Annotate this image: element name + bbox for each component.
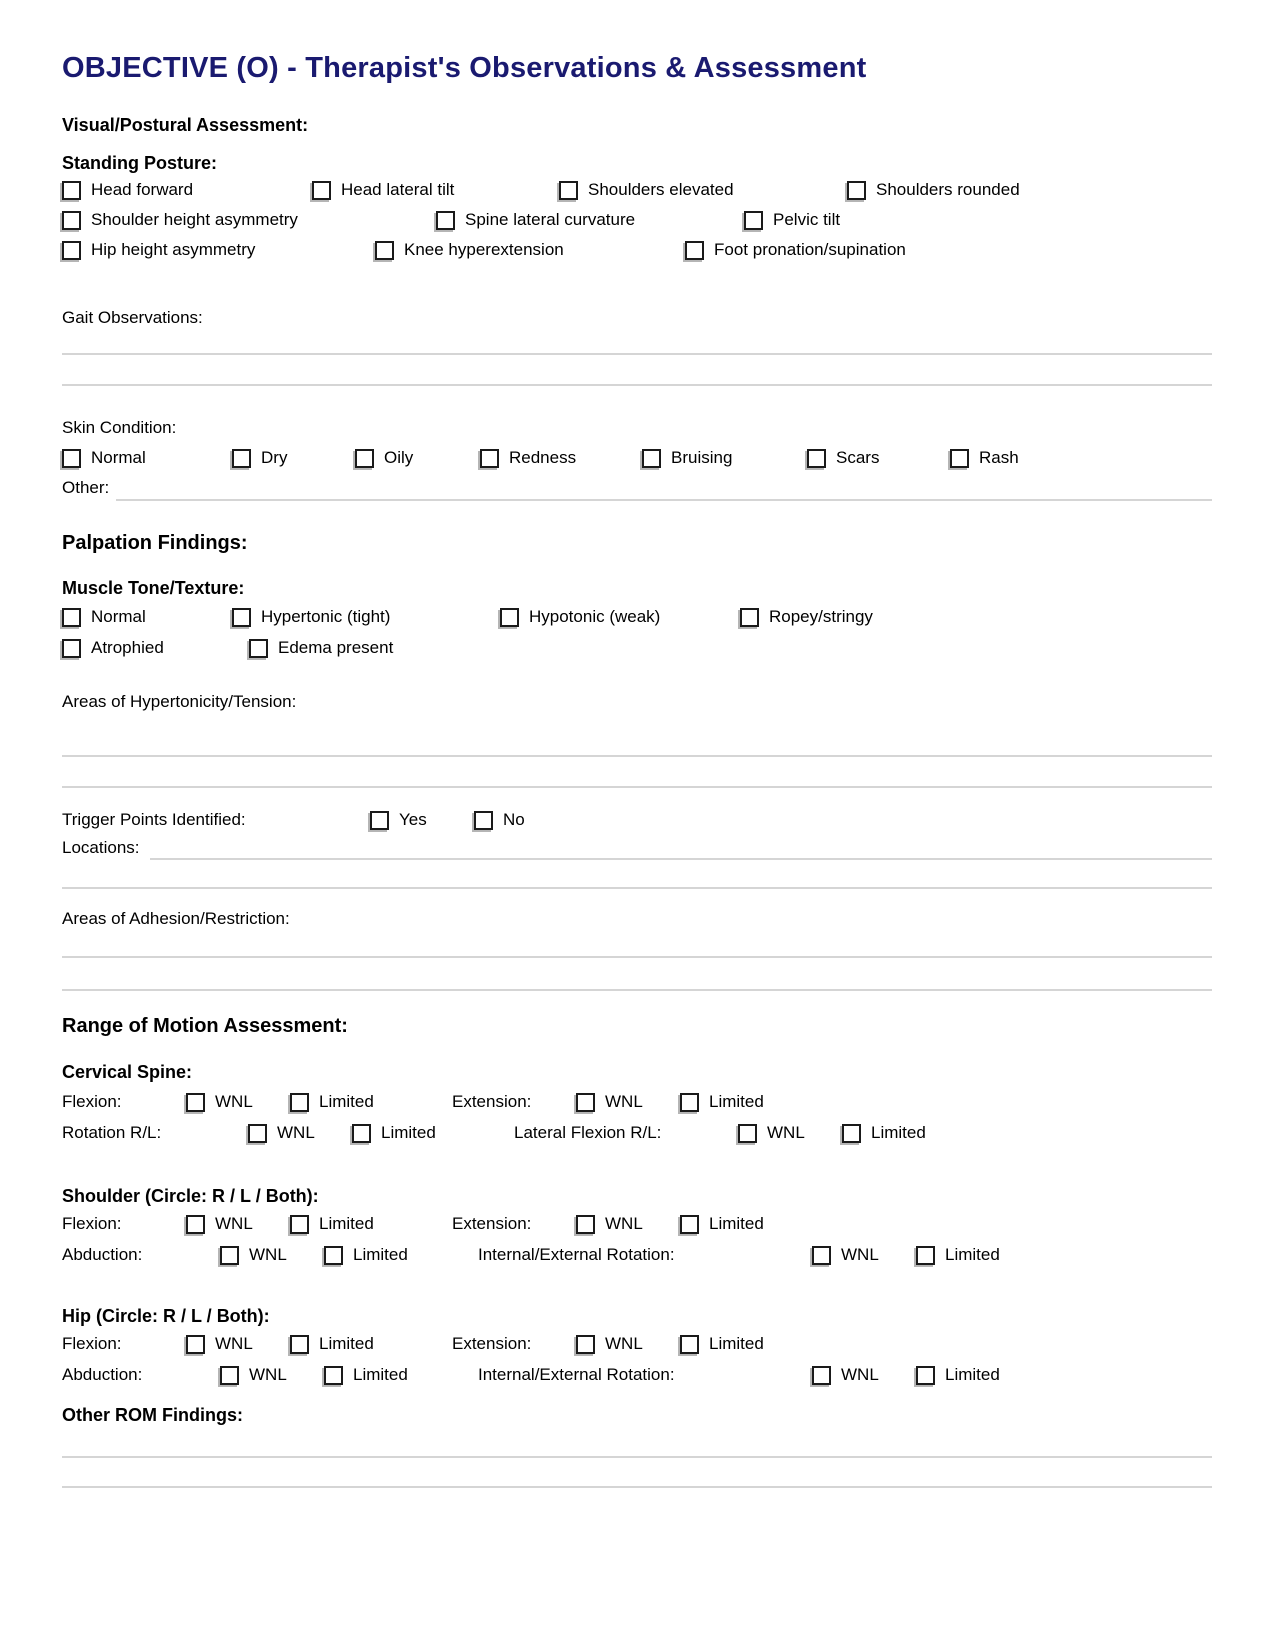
checkbox-label: Limited [319, 1214, 374, 1233]
checkbox-shoulders-elevated[interactable] [559, 181, 578, 200]
checkbox-hypotonic-weak[interactable] [500, 608, 519, 627]
cervical-flexion-row [62, 1090, 1212, 1114]
checkbox-option-ropey-stringy [740, 605, 873, 629]
checkbox-limited[interactable] [290, 1093, 309, 1112]
checkbox-wnl[interactable] [576, 1215, 595, 1234]
checkbox-label: Limited [381, 1123, 436, 1142]
checkbox-option-limited [916, 1243, 1000, 1267]
checkbox-foot-pronation-supination[interactable] [685, 241, 704, 260]
checkbox-option-redness [480, 446, 576, 470]
checkbox-option-wnl [186, 1332, 253, 1356]
checkbox-normal[interactable] [62, 449, 81, 468]
checkbox-label: Dry [261, 448, 288, 467]
checkbox-option-foot-pronation-supination [685, 238, 906, 262]
fill-in-line [62, 956, 1212, 958]
checkbox-limited[interactable] [290, 1335, 309, 1354]
checkbox-option-wnl [248, 1121, 315, 1145]
checkbox-option-limited [290, 1332, 374, 1356]
checkbox-rash[interactable] [950, 449, 969, 468]
checkbox-wnl[interactable] [248, 1124, 267, 1143]
checkbox-option-wnl [220, 1363, 287, 1387]
inline-label-flexion: Flexion: [62, 1334, 122, 1353]
checkbox-option-limited [916, 1363, 1000, 1387]
checkbox-label: WNL [249, 1365, 287, 1384]
checkbox-label: Hypertonic (tight) [261, 607, 391, 626]
inline-label-flexion: Flexion: [62, 1092, 122, 1111]
checkbox-redness[interactable] [480, 449, 499, 468]
checkbox-atrophied[interactable] [62, 639, 81, 658]
checkbox-option-wnl [220, 1243, 287, 1267]
skin-condition-label: Skin Condition: [62, 418, 177, 437]
checkbox-bruising[interactable] [642, 449, 661, 468]
checkbox-edema-present[interactable] [249, 639, 268, 658]
checkbox-label: Limited [945, 1245, 1000, 1264]
checkbox-label: Limited [709, 1092, 764, 1111]
page-title: OBJECTIVE (O) - Therapist's Observations & Assessment [62, 52, 867, 84]
inline-label-internal-external-rotation: Internal/External Rotation: [478, 1245, 675, 1264]
cervical-spine-heading: Cervical Spine: [62, 1062, 193, 1082]
inline-label-abduction: Abduction: [62, 1365, 143, 1384]
checkbox-limited[interactable] [352, 1124, 371, 1143]
checkbox-option-oily [355, 446, 413, 470]
checkbox-label: Bruising [671, 448, 733, 467]
cervical-rotation-row [62, 1121, 1212, 1145]
gait-observations-label: Gait Observations: [62, 308, 203, 327]
checkbox-option-scars [807, 446, 879, 470]
checkbox-label: Scars [836, 448, 880, 467]
checkbox-dry[interactable] [232, 449, 251, 468]
checkbox-limited[interactable] [680, 1215, 699, 1234]
checkbox-option-normal [62, 446, 146, 470]
checkbox-label: Knee hyperextension [404, 240, 564, 259]
fill-in-line [116, 499, 1212, 501]
checkbox-option-limited [290, 1212, 374, 1236]
checkbox-yes[interactable] [370, 811, 389, 830]
inline-label-lateral-flexion-r-l: Lateral Flexion R/L: [514, 1123, 662, 1142]
shoulder-flexion-row [62, 1212, 1212, 1236]
checkbox-label: WNL [605, 1334, 643, 1353]
adhesion-label: Areas of Adhesion/Restriction: [62, 909, 290, 928]
checkbox-label: Atrophied [91, 638, 164, 657]
standing-posture-row-3 [62, 238, 1212, 262]
checkbox-option-edema-present [249, 636, 393, 660]
checkbox-label: WNL [249, 1245, 287, 1264]
inline-label-extension: Extension: [452, 1334, 532, 1353]
checkbox-head-lateral-tilt[interactable] [312, 181, 331, 200]
rom-heading: Range of Motion Assessment: [62, 1015, 348, 1037]
checkbox-option-dry [232, 446, 287, 470]
inline-label-rotation-r-l: Rotation R/L: [62, 1123, 162, 1142]
checkbox-oily[interactable] [355, 449, 374, 468]
checkbox-label: Head forward [91, 180, 194, 199]
checkbox-option-head-forward [62, 178, 193, 202]
locations-label: Locations: [62, 838, 140, 857]
checkbox-option-atrophied [62, 636, 164, 660]
checkbox-option-limited [324, 1363, 408, 1387]
checkbox-wnl[interactable] [576, 1335, 595, 1354]
checkbox-limited[interactable] [324, 1246, 343, 1265]
checkbox-label: WNL [215, 1092, 253, 1111]
checkbox-label: Yes [399, 810, 427, 829]
fill-in-line [62, 755, 1212, 757]
checkbox-pelvic-tilt[interactable] [744, 211, 763, 230]
checkbox-option-hypertonic-tight [232, 605, 390, 629]
checkbox-option-wnl [186, 1090, 253, 1114]
muscle-tone-row-1 [62, 605, 1212, 629]
checkbox-option-wnl [738, 1121, 805, 1145]
checkbox-label: Limited [319, 1092, 374, 1111]
checkbox-option-limited [324, 1243, 408, 1267]
inline-label-trigger-points-identified: Trigger Points Identified: [62, 810, 246, 829]
shoulder-abduction-row [62, 1243, 1212, 1267]
muscle-tone-row-2 [62, 636, 1212, 660]
hip-abduction-row [62, 1363, 1212, 1387]
checkbox-label: Rash [979, 448, 1019, 467]
checkbox-label: Shoulder height asymmetry [91, 210, 298, 229]
fill-in-line [150, 858, 1212, 860]
checkbox-label: No [503, 810, 525, 829]
checkbox-wnl[interactable] [812, 1246, 831, 1265]
checkbox-label: Shoulders rounded [876, 180, 1020, 199]
checkbox-option-limited [680, 1332, 764, 1356]
checkbox-wnl[interactable] [812, 1366, 831, 1385]
checkbox-option-shoulders-rounded [847, 178, 1020, 202]
checkbox-label: Shoulders elevated [588, 180, 734, 199]
palpation-heading: Palpation Findings: [62, 532, 248, 554]
checkbox-option-shoulder-height-asymmetry [62, 208, 298, 232]
checkbox-label: WNL [215, 1214, 253, 1233]
fill-in-line [62, 786, 1212, 788]
standing-posture-row-2 [62, 208, 1212, 232]
other-rom-heading: Other ROM Findings: [62, 1405, 243, 1425]
standing-posture-heading: Standing Posture: [62, 153, 218, 173]
checkbox-option-wnl [812, 1363, 879, 1387]
checkbox-wnl[interactable] [186, 1093, 205, 1112]
checkbox-label: Limited [319, 1334, 374, 1353]
fill-in-line [62, 1486, 1212, 1488]
checkbox-head-forward[interactable] [62, 181, 81, 200]
checkbox-option-wnl [576, 1212, 643, 1236]
fill-in-line [62, 1456, 1212, 1458]
checkbox-option-wnl [576, 1332, 643, 1356]
checkbox-option-bruising [642, 446, 732, 470]
inline-label-flexion: Flexion: [62, 1214, 122, 1233]
checkbox-limited[interactable] [680, 1093, 699, 1112]
checkbox-label: Redness [509, 448, 577, 467]
checkbox-option-spine-lateral-curvature [436, 208, 635, 232]
checkbox-limited[interactable] [916, 1246, 935, 1265]
checkbox-normal[interactable] [62, 608, 81, 627]
checkbox-label: WNL [215, 1334, 253, 1353]
checkbox-option-knee-hyperextension [375, 238, 564, 262]
muscle-tone-heading: Muscle Tone/Texture: [62, 578, 245, 598]
hypertonicity-label: Areas of Hypertonicity/Tension: [62, 692, 297, 711]
checkbox-label: Limited [353, 1365, 408, 1384]
checkbox-label: Limited [353, 1245, 408, 1264]
checkbox-knee-hyperextension[interactable] [375, 241, 394, 260]
checkbox-limited[interactable] [290, 1215, 309, 1234]
checkbox-option-yes [370, 808, 427, 832]
fill-in-line [62, 887, 1212, 889]
checkbox-option-shoulders-elevated [559, 178, 734, 202]
checkbox-label: WNL [767, 1123, 805, 1142]
checkbox-wnl[interactable] [186, 1335, 205, 1354]
standing-posture-row-1 [62, 178, 1212, 202]
visual-postural-heading: Visual/Postural Assessment: [62, 115, 309, 135]
checkbox-label: Hypotonic (weak) [529, 607, 661, 626]
inline-label-extension: Extension: [452, 1092, 532, 1111]
checkbox-label: Pelvic tilt [773, 210, 841, 229]
fill-in-line [62, 989, 1212, 991]
checkbox-wnl[interactable] [738, 1124, 757, 1143]
checkbox-no[interactable] [474, 811, 493, 830]
checkbox-limited[interactable] [324, 1366, 343, 1385]
checkbox-label: Foot pronation/supination [714, 240, 906, 259]
checkbox-option-wnl [812, 1243, 879, 1267]
checkbox-label: Limited [709, 1334, 764, 1353]
checkbox-option-pelvic-tilt [744, 208, 840, 232]
checkbox-label: Limited [709, 1214, 764, 1233]
checkbox-label: Hip height asymmetry [91, 240, 256, 259]
checkbox-option-limited [290, 1090, 374, 1114]
checkbox-label: Spine lateral curvature [465, 210, 636, 229]
checkbox-limited[interactable] [916, 1366, 935, 1385]
checkbox-wnl[interactable] [576, 1093, 595, 1112]
checkbox-spine-lateral-curvature[interactable] [436, 211, 455, 230]
inline-label-internal-external-rotation: Internal/External Rotation: [478, 1365, 675, 1384]
skin-other-label: Other: [62, 478, 110, 497]
checkbox-option-hip-height-asymmetry [62, 238, 255, 262]
checkbox-ropey-stringy[interactable] [740, 608, 759, 627]
checkbox-option-limited [352, 1121, 436, 1145]
checkbox-option-limited [680, 1090, 764, 1114]
checkbox-shoulders-rounded[interactable] [847, 181, 866, 200]
checkbox-option-wnl [186, 1212, 253, 1236]
checkbox-label: Ropey/stringy [769, 607, 873, 626]
checkbox-option-limited [842, 1121, 926, 1145]
checkbox-option-rash [950, 446, 1019, 470]
checkbox-option-head-lateral-tilt [312, 178, 454, 202]
checkbox-label: WNL [605, 1092, 643, 1111]
checkbox-label: Limited [945, 1365, 1000, 1384]
hip-heading: Hip (Circle: R / L / Both): [62, 1306, 270, 1326]
checkbox-wnl[interactable] [220, 1246, 239, 1265]
checkbox-option-limited [680, 1212, 764, 1236]
checkbox-label: Oily [384, 448, 414, 467]
checkbox-wnl[interactable] [186, 1215, 205, 1234]
checkbox-wnl[interactable] [220, 1366, 239, 1385]
checkbox-scars[interactable] [807, 449, 826, 468]
checkbox-label: WNL [605, 1214, 643, 1233]
checkbox-option-normal [62, 605, 146, 629]
skin-condition-row [62, 446, 1212, 470]
checkbox-label: WNL [841, 1245, 879, 1264]
inline-label-abduction: Abduction: [62, 1245, 143, 1264]
checkbox-label: WNL [277, 1123, 315, 1142]
fill-in-line [62, 384, 1212, 386]
hip-flexion-row [62, 1332, 1212, 1356]
shoulder-heading: Shoulder (Circle: R / L / Both): [62, 1186, 319, 1206]
checkbox-label: Limited [871, 1123, 926, 1142]
inline-label-extension: Extension: [452, 1214, 532, 1233]
checkbox-limited[interactable] [680, 1335, 699, 1354]
checkbox-option-no [474, 808, 525, 832]
checkbox-label: WNL [841, 1365, 879, 1384]
checkbox-option-hypotonic-weak [500, 605, 660, 629]
checkbox-label: Edema present [278, 638, 394, 657]
checkbox-option-wnl [576, 1090, 643, 1114]
checkbox-limited[interactable] [842, 1124, 861, 1143]
checkbox-hip-height-asymmetry[interactable] [62, 241, 81, 260]
checkbox-hypertonic-tight[interactable] [232, 608, 251, 627]
checkbox-label: Normal [91, 607, 146, 626]
checkbox-label: Head lateral tilt [341, 180, 455, 199]
trigger-points-row [62, 808, 1212, 832]
fill-in-line [62, 353, 1212, 355]
checkbox-shoulder-height-asymmetry[interactable] [62, 211, 81, 230]
checkbox-label: Normal [91, 448, 146, 467]
